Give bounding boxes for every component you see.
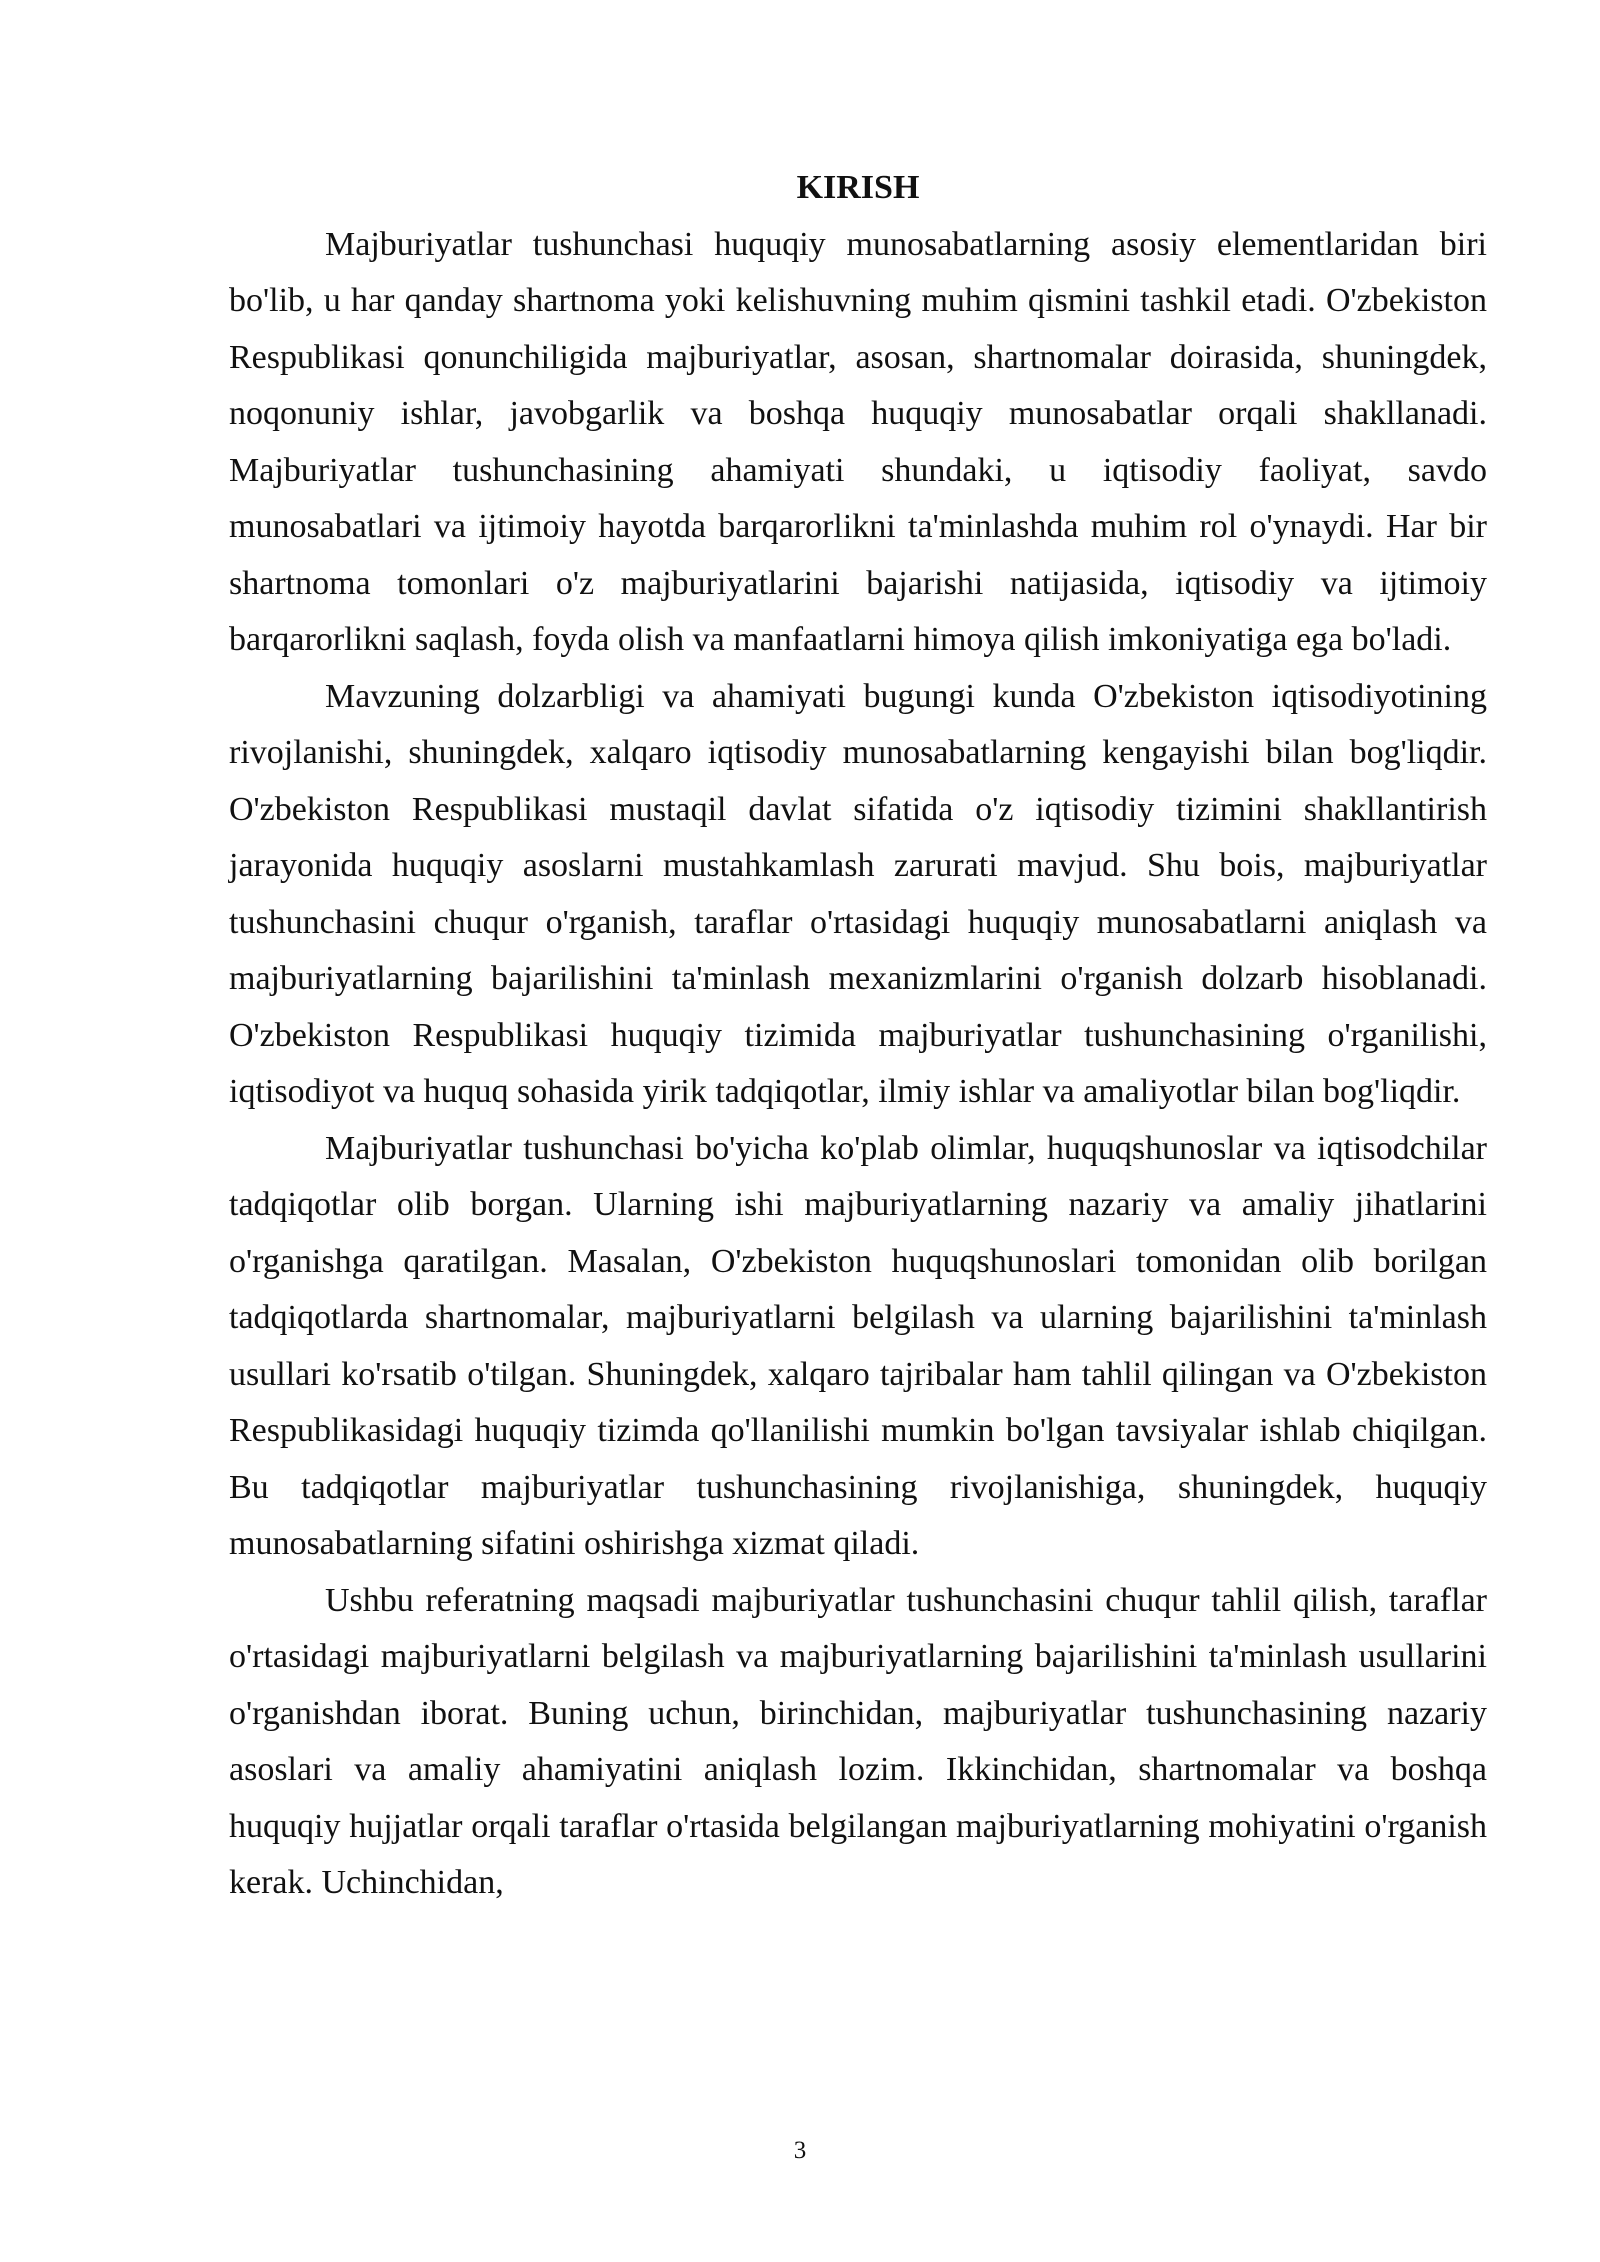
paragraph-3: Majburiyatlar tushunchasi bo'yicha ko'plab olimlar, huquqshunoslar va iqtisodchilar tadqiqotlar olib borgan. Ularning ishi majburiyatlarning nazariy va amaliy jihatlarini o'rganishga qaratilgan. Masalan, O'zbekiston huquqshunoslari tomonidan olib borilgan tadqiqotlarda shartnomalar, majburiyatlarni belgilash va ularning bajarilishini ta'minlash usullari ko'rsatib o'tilgan. Shuningdek, xalqaro tajribalar ham tahlil qilingan va O'zbekiston Respublikasidagi huquqiy tizimda qo'llanilishi mumkin bo'lgan tavsiyalar ishlab chiqilgan. Bu tadqiqotlar majburiyatlar tushunchasining rivojlanishiga, shuningdek, huquqiy munosabatlarning sifatini oshirishga xizmat qiladi. (229, 1129, 1487, 1562)
paragraph-4: Ushbu referatning maqsadi majburiyatlar tushunchasini chuqur tahlil qilish, taraflar o'rtasidagi majburiyatlarni belgilash va majburiyatlarning bajarilishini ta'minlash usullarini o'rganishdan iborat. Buning uchun, birinchidan, majburiyatlar tushunchasining nazariy asoslari va amaliy ahamiyatini aniqlash lozim. Ikkinchidan, shartnomalar va boshqa huquqiy hujjatlar orqali taraflar o'rtasida belgilangan majburiyatlarning mohiyatini o'rganish kerak. Uchinchidan, (229, 1581, 1487, 1901)
page-title: KIRISH (796, 169, 920, 206)
document-body (229, 160, 1487, 1912)
paragraph-1: Majburiyatlar tushunchasi huquqiy munosabatlarning asosiy elementlaridan biri bo'lib, u har qanday shartnoma yoki kelishuvning muhim qismini tashkil etadi. O'zbekiston Respublikasi qonunchiligida majburiyatlar, asosan, shartnomalar doirasida, shuningdek, noqonuniy ishlar, javobgarlik va boshqa huquqiy munosabatlar orqali shakllanadi. Majburiyatlar tushunchasining ahamiyati shundaki, u iqtisodiy faoliyat, savdo munosabatlari va ijtimoiy hayotda barqarorlikni ta'minlashda muhim rol o'ynaydi. Har bir shartnoma tomonlari o'z majburiyatlarini bajarishi natijasida, iqtisodiy va ijtimoiy barqarorlikni saqlash, foyda olish va manfaatlarni himoya qilish imkoniyatiga ega bo'ladi. (229, 225, 1487, 658)
page-number: 3 (793, 2137, 807, 2164)
paragraph-2: Mavzuning dolzarbligi va ahamiyati bugungi kunda O'zbekiston iqtisodiyotining rivojlanishi, shuningdek, xalqaro iqtisodiy munosabatlarning kengayishi bilan bog'liqdir. O'zbekiston Respublikasi mustaqil davlat sifatida o'z iqtisodiy tizimini shakllantirish jarayonida huquqiy asoslarni mustahkamlash zarurati mavjud. Shu bois, majburiyatlar tushunchasini chuqur o'rganish, taraflar o'rtasidagi huquqiy munosabatlarni aniqlash va majburiyatlarning bajarilishini ta'minlash mexanizmlarini o'rganish dolzarb hisoblanadi. O'zbekiston Respublikasi huquqiy tizimida majburiyatlar tushunchasining o'rganilishi, iqtisodiyot va huquq sohasida yirik tadqiqotlar, ilmiy ishlar va amaliyotlar bilan bog'liqdir. (229, 677, 1487, 1110)
